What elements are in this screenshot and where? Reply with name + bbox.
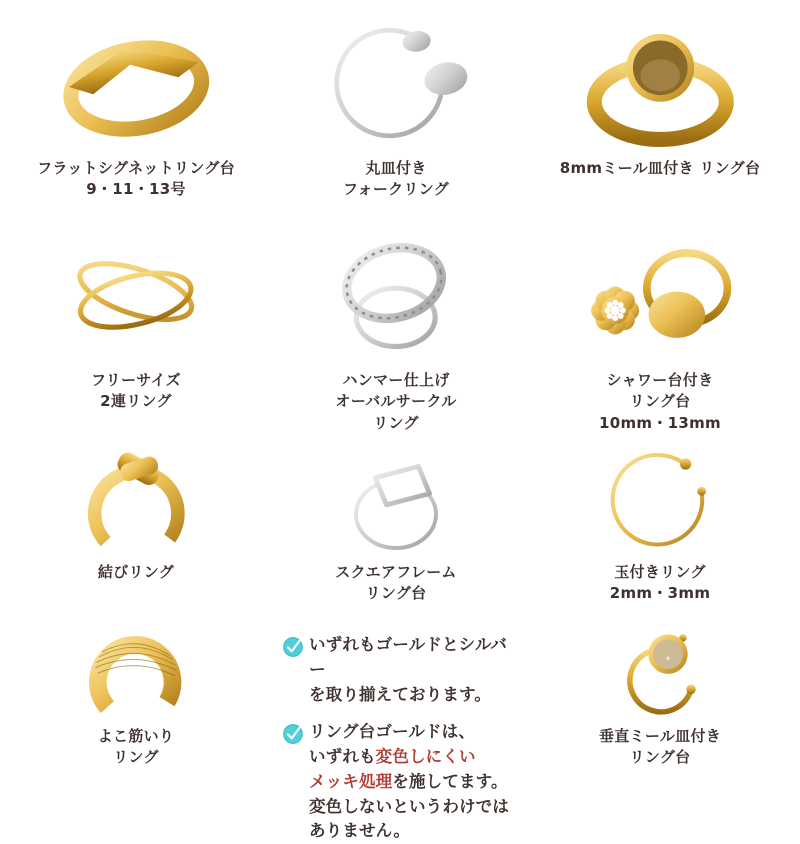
product-shower-base-ring: [520, 216, 800, 434]
product-vertical-bezel-ring: [520, 619, 800, 800]
red-highlight-text: メッキ処理: [309, 771, 393, 791]
label-line: フォークリング: [342, 180, 450, 199]
label-line: スクエアフレーム: [335, 563, 457, 581]
label-line: よこ筋いり: [97, 727, 175, 745]
knot-ring-image: [56, 440, 216, 560]
hammered-oval-ring-image: [310, 222, 481, 368]
product-8mm-bezel-ring: [520, 0, 800, 216]
product-label: [91, 370, 181, 413]
vertical-bezel-ring-image: [592, 625, 728, 724]
label-line: 玉付きリング: [614, 563, 706, 581]
product-label: [98, 726, 175, 769]
label-line: リング: [373, 413, 419, 432]
product-striped-ring: [0, 619, 272, 800]
label-line: 10mm・13mm: [599, 413, 721, 432]
label-line: 2mm・3mm: [609, 584, 711, 603]
shower-base-ring-image: [574, 222, 745, 368]
label-line: リング: [113, 748, 159, 767]
note-colors-available: [282, 633, 520, 707]
double-ring-image: [50, 222, 221, 368]
product-label: [37, 158, 235, 201]
label-line: シャワー台付き: [606, 371, 714, 389]
product-square-frame-ring: [272, 434, 520, 619]
square-frame-ring-image: [316, 440, 476, 560]
label-line: 8mmミール皿付き リング台: [559, 159, 761, 177]
notes-block: [272, 619, 520, 841]
label-line: リング台: [629, 392, 691, 411]
label-line: フラットシグネットリング台: [37, 159, 235, 177]
red-highlight-text: 変色しにくい: [375, 747, 476, 766]
product-fork-ring: [272, 0, 520, 216]
product-flat-signet-ring: [0, 0, 272, 216]
label-line: オーバルサークル: [335, 392, 457, 411]
label-line: 9・11・13号: [86, 180, 186, 199]
product-label: [98, 562, 174, 583]
striped-ring-image: [68, 625, 204, 724]
label-line: ハンマー仕上げ: [342, 371, 450, 389]
ball-end-ring-image: [580, 440, 740, 560]
product-label: [599, 726, 721, 769]
flat-signet-ring-image: [42, 6, 231, 156]
note-text: リング台ゴールドは、 いずれも変色しにくい メッキ処理を施してます。 変色しないというわけでは ありません。: [309, 722, 509, 841]
product-free-size-double-ring: [0, 216, 272, 434]
bezel-cup-ring-image: [566, 6, 755, 156]
fork-ring-image: [302, 6, 491, 156]
note-text: いずれもゴールドとシルバー を取り揃えております。: [309, 635, 508, 704]
product-label: [335, 370, 456, 434]
label-line: 結びリング: [97, 563, 175, 581]
note-plating: [282, 720, 509, 844]
product-label: [610, 562, 711, 605]
label-line: リング台: [629, 748, 691, 767]
check-circle-icon: [282, 720, 304, 844]
label-line: フリーサイズ: [90, 371, 181, 389]
product-label: [599, 370, 721, 434]
product-label: [560, 158, 761, 179]
label-line: 丸皿付き: [365, 159, 427, 177]
product-label: [335, 562, 457, 605]
product-label: [343, 158, 449, 201]
label-line: リング台: [365, 584, 427, 603]
label-line: 垂直ミール皿付き: [598, 727, 722, 745]
product-ball-end-ring: [520, 434, 800, 619]
product-hammered-oval-ring: [272, 216, 520, 434]
check-circle-icon: [282, 633, 304, 707]
label-line: 2連リング: [100, 392, 172, 411]
product-knot-ring: [0, 434, 272, 619]
